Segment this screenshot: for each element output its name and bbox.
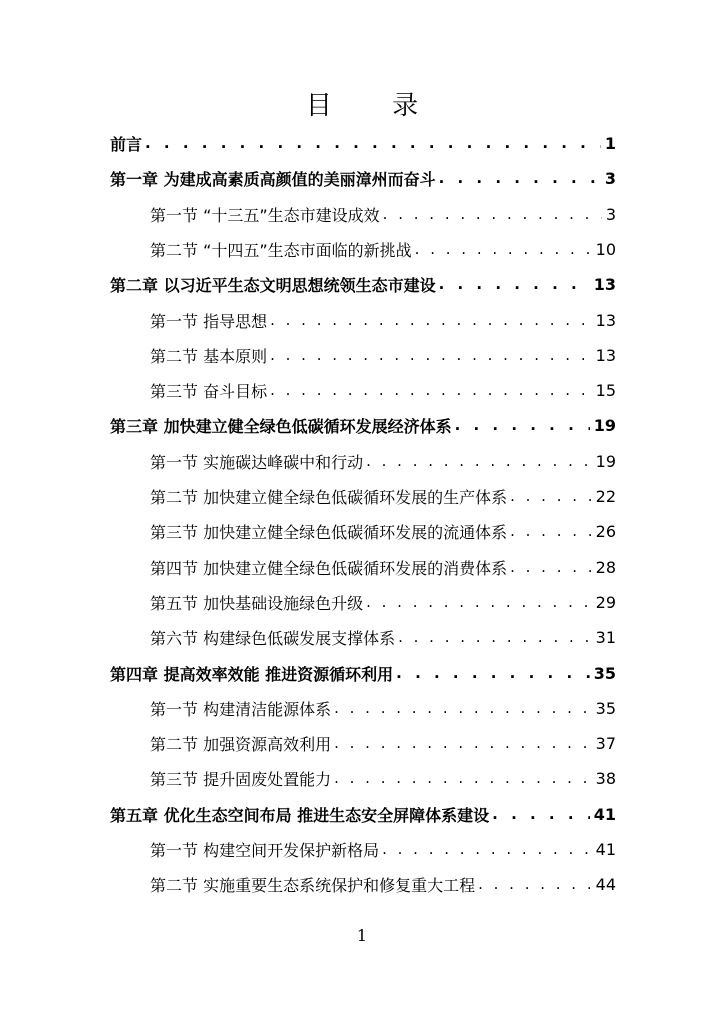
dot-leader	[510, 558, 592, 576]
dot-leader	[439, 275, 590, 293]
toc-section-entry	[0, 869, 724, 899]
toc-section-entry	[0, 305, 724, 335]
dot-leader	[334, 769, 592, 787]
toc-entry-label: 前言	[110, 134, 143, 154]
toc-entry-label: 第二节 加强资源高效利用	[150, 734, 332, 754]
dot-leader	[510, 522, 592, 540]
toc-entry-page-number: 31	[595, 627, 616, 647]
dot-leader	[478, 875, 592, 893]
toc-chapter-entry	[0, 163, 724, 193]
dot-leader	[270, 346, 592, 364]
toc-entry-label: 第三节 加快建立健全绿色低碳循环发展的流通体系	[150, 522, 508, 542]
toc-entry-label: 第四节 加快建立健全绿色低碳循环发展的消费体系	[150, 558, 508, 578]
toc-entry-label: 第一节 指导思想	[150, 311, 268, 331]
toc-entry-label: 第三节 提升固废处置能力	[150, 769, 332, 789]
toc-entry-page-number: 10	[595, 239, 616, 259]
toc-chapter-entry	[0, 410, 724, 440]
toc-chapter-entry	[0, 128, 724, 158]
toc-entry-page-number: 19	[593, 415, 616, 435]
toc-entry-page-number: 35	[593, 663, 616, 683]
toc-section-entry	[0, 728, 724, 758]
toc-section-entry	[0, 340, 724, 370]
dot-leader	[145, 134, 601, 152]
toc-entry-page-number: 22	[595, 486, 616, 506]
toc-section-entry	[0, 446, 724, 476]
toc-entry-page-number: 41	[595, 839, 616, 859]
dot-leader	[398, 628, 592, 646]
toc-chapter-entry	[0, 658, 724, 688]
toc-section-entry	[0, 587, 724, 617]
toc-entry-label: 第一节 “十三五”生态市建设成效	[150, 205, 380, 225]
toc-entry-page-number: 28	[595, 557, 616, 577]
toc-section-entry	[0, 834, 724, 864]
toc-entry-page-number: 37	[595, 733, 616, 753]
toc-entry-page-number: 29	[595, 592, 616, 612]
toc-section-entry	[0, 199, 724, 229]
toc-entry-label: 第三章 加快建立健全绿色低碳循环发展经济体系	[110, 416, 452, 436]
toc-section-entry	[0, 234, 724, 264]
toc-entry-label: 第六节 构建绿色低碳发展支撑体系	[150, 628, 396, 648]
toc-section-entry	[0, 375, 724, 405]
toc-entry-label: 第四章 提高效率效能 推进资源循环利用	[110, 664, 394, 684]
toc-title: 目 录	[305, 91, 445, 121]
toc-section-entry	[0, 552, 724, 582]
toc-section-entry	[0, 693, 724, 723]
dot-leader	[366, 593, 592, 611]
dot-leader	[270, 311, 592, 329]
toc-entry-page-number: 13	[593, 274, 616, 294]
dot-leader	[334, 699, 592, 717]
toc-entry-label: 第三节 奋斗目标	[150, 381, 268, 401]
dot-leader	[270, 381, 592, 399]
dot-leader	[492, 805, 590, 823]
toc-entry-page-number: 15	[595, 380, 616, 400]
dot-leader	[510, 487, 592, 505]
toc-entry-label: 第二章 以习近平生态文明思想统领生态市建设	[110, 275, 436, 295]
toc-entry-page-number: 35	[595, 698, 616, 718]
toc-entry-label: 第二节 加快建立健全绿色低碳循环发展的生产体系	[150, 487, 508, 507]
toc-section-entry	[0, 622, 724, 652]
dot-leader	[334, 734, 592, 752]
toc-entry-label: 第一节 构建空间开发保护新格局	[150, 840, 380, 860]
dot-leader	[383, 205, 602, 223]
dot-leader	[396, 664, 590, 682]
toc-entry-label: 第一节 构建清洁能源体系	[150, 699, 332, 719]
dot-leader	[415, 240, 592, 258]
toc-chapter-entry	[0, 799, 724, 829]
toc-entry-label: 第五节 加快基础设施绿色升级	[150, 593, 364, 613]
toc-entry-page-number: 13	[595, 345, 616, 365]
toc-entry-page-number: 19	[595, 451, 616, 471]
toc-entry-page-number: 1	[604, 133, 616, 153]
toc-entry-page-number: 41	[593, 804, 616, 824]
toc-entry-label: 第二节 实施重要生态系统保护和修复重大工程	[150, 875, 476, 895]
toc-entry-page-number: 3	[605, 204, 616, 224]
toc-entry-page-number: 38	[595, 768, 616, 788]
toc-entry-label: 第五章 优化生态空间布局 推进生态安全屏障体系建设	[110, 805, 490, 825]
toc-entry-label: 第一节 实施碳达峰碳中和行动	[150, 452, 364, 472]
toc-entry-label: 第二节 基本原则	[150, 346, 268, 366]
toc-entry-label: 第二节 “十四五”生态市面临的新挑战	[150, 240, 412, 260]
dot-leader	[455, 416, 590, 434]
toc-chapter-entry	[0, 269, 724, 299]
toc-entry-page-number: 44	[595, 874, 616, 894]
toc-entry-page-number: 26	[595, 521, 616, 541]
toc-entry-page-number: 3	[604, 168, 616, 188]
toc-section-entry	[0, 481, 724, 511]
dot-leader	[382, 840, 592, 858]
toc-section-entry	[0, 516, 724, 546]
toc-entry-page-number: 13	[595, 310, 616, 330]
page-number-footer: 1	[356, 926, 368, 945]
dot-leader	[439, 169, 601, 187]
dot-leader	[366, 452, 592, 470]
toc-section-entry	[0, 763, 724, 793]
toc-entry-label: 第一章 为建成高素质高颜值的美丽漳州而奋斗	[110, 169, 436, 189]
